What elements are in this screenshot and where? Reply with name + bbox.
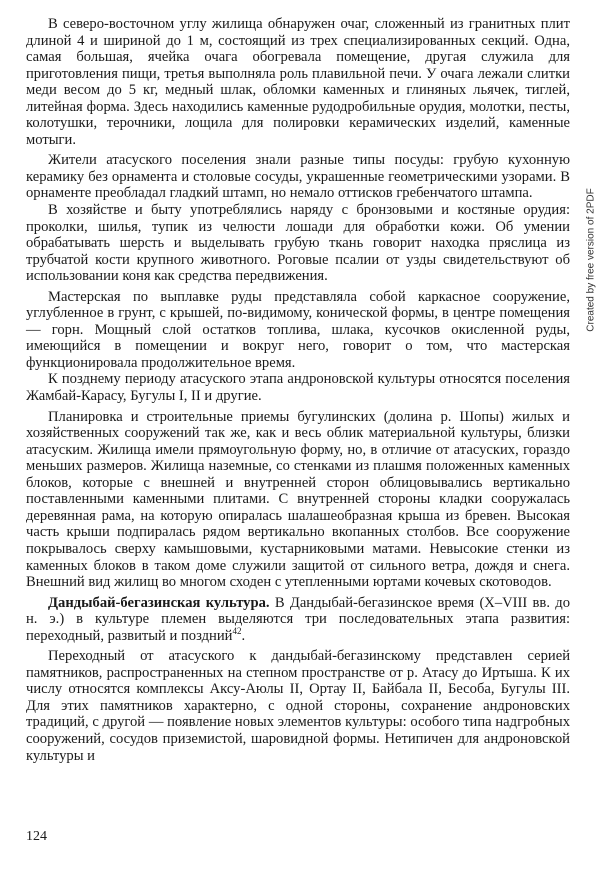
paragraph-dandybai-culture: [26, 595, 570, 645]
page-body: [26, 16, 570, 764]
paragraph-late-period: К позднему периоду атасуского этапа андроновской культуры относятся поселения Жамбай-Карасу, Бугулы I, II и другие.: [26, 371, 570, 405]
paragraph-bugula-dwellings: Планировка и строительные приемы бугулинских (долина р. Шопы) жилых и хозяйственных сооружений так же, как и весь облик материальной культуры, близки атасуским. Жилища имели прямоугольную форму, но, в отличие от атасуских, гораздо меньших размеров. Жилища наземные, со стенками из плашмя положенных каменных блоков, которые с внешней и внутренней сторон облицовывались вертикально поставленными каменными плитами. С внутренней стороны кладки сооружалась деревянная рама, на которую опиралась шалашеобразная крыша из бревен. Высокая часть крыши подпиралась рядом вертикально вкопанных столбов. Все сооружение покрывалось сверху камышовыми, кустарниковыми матами. Невысокие стенки из каменных блоков в таком доме служили защитой от сильного ветра, дождя и снега. Внешний вид жилищ во многом сходен с утепленными юртами кочевых скотоводов.: [26, 408, 570, 591]
watermark: [584, 188, 598, 332]
footnote-marker: 42: [232, 625, 242, 636]
paragraph-transitional: Переходный от атасуского к дандыбай-бегазинскому представлен серией памятников, распространенных на степном пространстве от р. Атасу до Иртыша. К их числу относятся комплексы Аксу-Аюлы II, Ортау II, Байбала II, Бесоба, Бугулы III. Для этих памятников характерно, с одной стороны, сохранение андроновских традиций, с другой — появление новых элементов культуры: особого типа надгробных сооружений, сосудов приземистой, шаровидной формы. Нетипичен для андроновской культуры и: [26, 648, 570, 764]
paragraph-dandybai-text: В Дандыбай-бегазинское время (X–VIII вв. до н. э.) в культуре племен выделяются три последовательных этапа развития: переходный, развитый и поздний: [26, 594, 570, 644]
paragraph-workshop: Мастерская по выплавке руды представляла собой каркасное сооружение, углубленное в грунт, с крышей, по-видимому, конической формы, в центре помещения — горн. Мощный слой остатков топлива, шлака, кусочков окисленной руды, имеющийся в помещении и вокруг него, говорит о том, что мастерская функционировала продолжительное время.: [26, 288, 570, 371]
paragraph-tools: В хозяйстве и быту употреблялись наряду с бронзовыми и костяные орудия: проколки, шилья, тупик из челюсти лошади для обработки кожи. Об умении обрабатывать шерсть и выделывать грубую ткань говорит находка пряслица из трубчатой кости крупного животного. Роговые псалии от узды свидетельствуют об использовании коня как средства передвижения.: [26, 202, 570, 285]
section-heading-dandybai: Дандыбай-бегазинская культура.: [48, 594, 270, 611]
paragraph-dandybai-end: .: [241, 627, 246, 644]
paragraph-hearth: В северо-восточном углу жилища обнаружен очаг, сложенный из гранитных плит длиной 4 и шириной до 1 м, состоящий из трех специализированных секций. Одна, самая большая, ячейка очага обогревала помещение, другая служила для приготовления пищи, третья выполняла роль плавильной печи. У очага лежали слитки меди весом до 5 кг, медный шлак, обломки каменных и глиняных льячек, тиглей, литейная форма. Здесь находились каменные рудодробильные орудия, молотки, песты, колотушки, терочники, лощила для полировки керамических изделий, каменные мотыги.: [26, 16, 570, 148]
watermark-text: Created by free version of 2PDF: [585, 188, 597, 332]
page-number: 124: [26, 829, 47, 844]
paragraph-pottery: Жители атасуского поселения знали разные типы посуды: грубую кухонную керамику без орнамента и столовые сосуды, украшенные геометрическими узорами. В орнаменте преобладал гладкий штамп, но немало оттисков гребенчатого штампа.: [26, 152, 570, 202]
